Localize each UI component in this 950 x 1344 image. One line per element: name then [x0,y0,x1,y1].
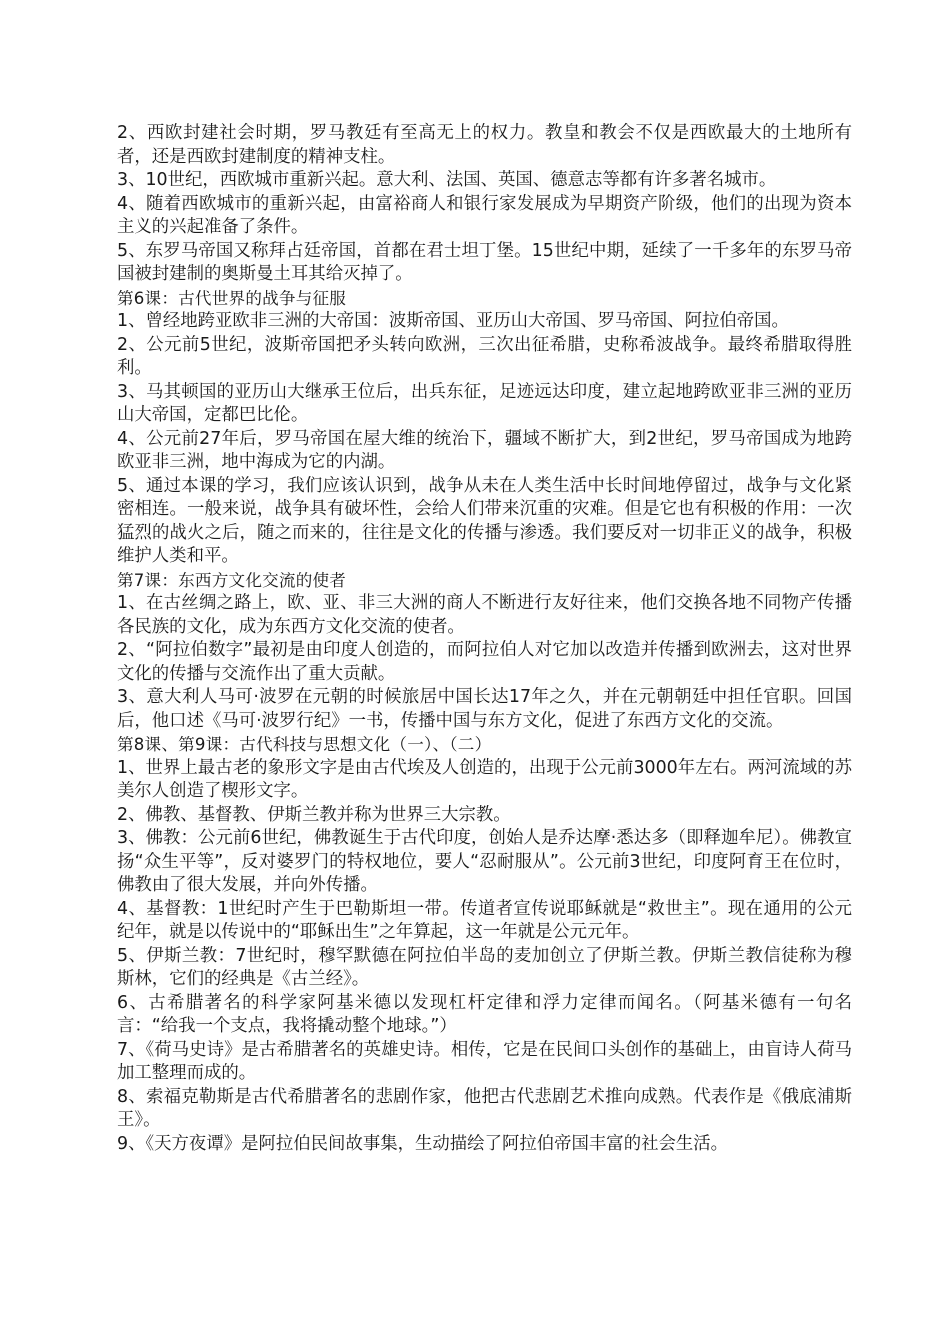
paragraph-item: 7、《荷马史诗》是古希腊著名的英雄史诗。相传，它是在民间口头创作的基础上，由盲诗人荷马加工整理而成的。 [117,1039,852,1083]
paragraph-item: 1、曾经地跨亚欧非三洲的大帝国：波斯帝国、亚历山大帝国、罗马帝国、阿拉伯帝国。 [117,311,789,331]
paragraph-item: 3、意大利人马可·波罗在元朝的时候旅居中国长达17年之久，并在元朝朝廷中担任官职。回国后，他口述《马可·波罗行纪》一书，传播中国与东方文化，促进了东西方文化的交流。 [117,687,852,731]
lesson-heading: 第7课：东西方文化交流的使者 [117,570,347,590]
paragraph-item: 1、在古丝绸之路上，欧、亚、非三大洲的商人不断进行友好往来，他们交换各地不同物产传播各民族的文化，成为东西方文化交流的使者。 [117,593,852,637]
paragraph-item: 2、西欧封建社会时期，罗马教廷有至高无上的权力。教皇和教会不仅是西欧最大的土地所有者，还是西欧封建制度的精神支柱。 [117,123,852,167]
paragraph-item: 5、东罗马帝国又称拜占廷帝国，首都在君士坦丁堡。15世纪中期，延续了一千多年的东罗马帝国被封建制的奥斯曼土耳其给灭掉了。 [117,240,852,284]
lesson-heading: 第6课：古代世界的战争与征服 [117,288,347,308]
paragraph-item: 2、“阿拉伯数字”最初是由印度人创造的，而阿拉伯人对它加以改造并传播到欧洲去，这对世界文化的传播与交流作出了重大贡献。 [117,640,852,684]
paragraph-item: 4、基督教：1世纪时产生于巴勒斯坦一带。传道者宣传说耶稣就是“救世主”。现在通用的公元纪年，就是以传说中的“耶稣出生”之年算起，这一年就是公元元年。 [117,898,852,942]
paragraph-item: 4、随着西欧城市的重新兴起，由富裕商人和银行家发展成为早期资产阶级，他们的出现为资本主义的兴起准备了条件。 [117,193,852,237]
paragraph-item: 5、通过本课的学习，我们应该认识到，战争从未在人类生活中长时间地停留过，战争与文化紧密相连。一般来说，战争具有破坏性，会给人们带来沉重的灾难。但是它也有积极的作用：一次猛烈的战火之后，随之而来的，往往是文化的传播与渗透。我们要反对一切非正义的战争，积极维护人类和平。 [117,475,852,566]
paragraph-item: 2、佛教、基督教、伊斯兰教并称为世界三大宗教。 [117,804,511,825]
paragraph-item: 2、公元前5世纪，波斯帝国把矛头转向欧洲，三次出征希腊，史称希波战争。最终希腊取得胜利。 [117,334,852,378]
paragraph-item: 1、世界上最古老的象形文字是由古代埃及人创造的，出现于公元前3000年左右。两河流域的苏美尔人创造了楔形文字。 [117,757,852,801]
document-body [117,122,852,1156]
paragraph-item: 3、10世纪，西欧城市重新兴起。意大利、法国、英国、德意志等都有许多著名城市。 [117,170,777,190]
paragraph-item: 6、古希腊著名的科学家阿基米德以发现杠杆定律和浮力定律而闻名。（阿基米德有一句名言：“给我一个支点，我将撬动整个地球。”） [117,992,852,1036]
paragraph-item: 9、《天方夜谭》是阿拉伯民间故事集，生动描绘了阿拉伯帝国丰富的社会生活。 [117,1133,729,1154]
paragraph-item: 8、索福克勒斯是古代希腊著名的悲剧作家，他把古代悲剧艺术推向成熟。代表作是《俄底浦斯王》。 [117,1086,852,1130]
paragraph-item: 5、伊斯兰教：7世纪时，穆罕默德在阿拉伯半岛的麦加创立了伊斯兰教。伊斯兰教信徒称为穆斯林，它们的经典是《古兰经》。 [117,945,852,989]
paragraph-item: 4、公元前27年后，罗马帝国在屋大维的统治下，疆域不断扩大，到2世纪，罗马帝国成为地跨欧亚非三洲，地中海成为它的内湖。 [117,428,852,472]
paragraph-item: 3、马其顿国的亚历山大继承王位后，出兵东征，足迹远达印度，建立起地跨欧亚非三洲的亚历山大帝国，定都巴比伦。 [117,381,852,425]
paragraph-item: 3、佛教：公元前6世纪，佛教诞生于古代印度，创始人是乔达摩·悉达多（即释迦牟尼）。佛教宣扬“众生平等”，反对婆罗门的特权地位，要人“忍耐服从”。公元前3世纪，印度阿育王在位时，佛教由了很大发展，并向外传播。 [117,828,852,895]
lesson-heading: 第8课、第9课：古代科技与思想文化（一）、（二） [117,735,492,754]
